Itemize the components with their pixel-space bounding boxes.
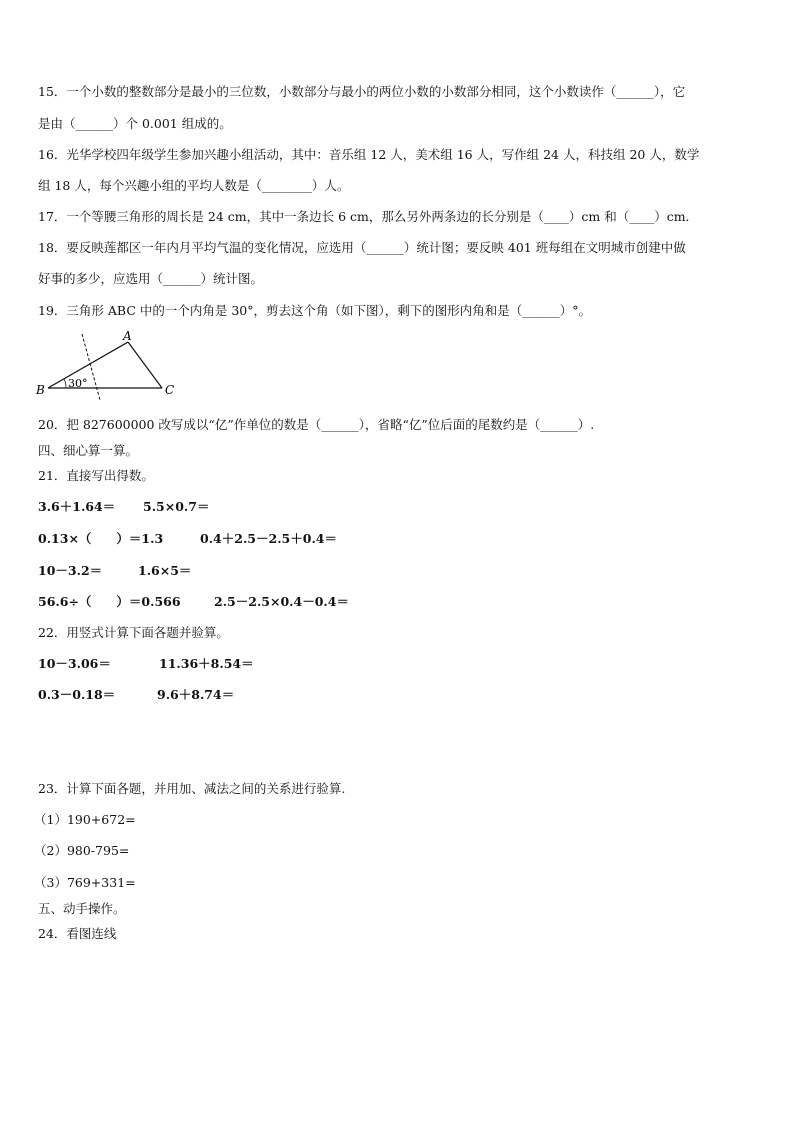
q23-item-2: （2）980-795= <box>34 843 130 858</box>
q24-title: 24．看图连线 <box>38 926 117 941</box>
q21-title: 21．直接写出得数。 <box>38 468 154 483</box>
q22-r2-c2: 9.6＋8.74＝ <box>157 687 235 702</box>
q23-item-3: （3）769+331= <box>34 875 136 890</box>
q16-line2: 组 18 人，每个兴趣小组的平均人数是（________）人。 <box>38 178 350 193</box>
q23-item-1: （1）190+672= <box>34 812 136 827</box>
q22-r2-c1: 0.3－0.18＝ <box>38 687 116 702</box>
q15-line2: 是由（______）个 0.001 组成的。 <box>38 116 232 131</box>
section4-title: 四、细心算一算。 <box>38 443 139 458</box>
q23-title: 23．计算下面各题，并用加、减法之间的关系进行验算. <box>38 781 346 796</box>
q21-r1-c1: 3.6＋1.64＝ <box>38 499 116 514</box>
q20-line1: 20．把 827600000 改写成以“亿”作单位的数是（______），省略“亿”位后面的尾数约是（______）. <box>38 417 595 432</box>
q16-line1: 16．光华学校四年级学生参加兴趣小组活动，其中：音乐组 12 人，美术组 16 人，写作组 24 人，科技组 20 人，数学 <box>38 147 700 162</box>
triangle-figure <box>30 330 190 402</box>
q21-r4-c2: 2.5－2.5×0.4－0.4＝ <box>214 594 349 609</box>
angle-label: 30° <box>68 377 88 390</box>
q18-line1: 18．要反映莲都区一年内月平均气温的变化情况，应选用（______）统计图；要反映 401 班每组在文明城市创建中做 <box>38 240 686 255</box>
q22-title: 22．用竖式计算下面各题并验算。 <box>38 625 229 640</box>
label-a: A <box>123 330 132 343</box>
q22-r1-c2: 11.36＋8.54＝ <box>159 656 254 671</box>
label-b: B <box>36 383 45 397</box>
q19-line1: 19．三角形 ABC 中的一个内角是 30°，剪去这个角（如下图），剩下的图形内角和是（______）°。 <box>38 303 591 318</box>
q21-r2-c1: 0.13×（ ）＝1.3 <box>38 531 164 546</box>
q17-line1: 17．一个等腰三角形的周长是 24 cm，其中一条边长 6 cm，那么另外两条边的长分别是（____）cm 和（____）cm． <box>38 209 699 224</box>
section5-title: 五、动手操作。 <box>38 901 126 916</box>
label-c: C <box>165 383 175 397</box>
q21-r2-c2: 0.4＋2.5－2.5＋0.4＝ <box>200 531 337 546</box>
q21-r1-c2: 5.5×0.7＝ <box>143 499 210 514</box>
q15-line1: 15．一个小数的整数部分是最小的三位数，小数部分与最小的两位小数的小数部分相同，这个小数读作（______），它 <box>38 84 686 99</box>
q18-line2: 好事的多少，应选用（______）统计图。 <box>38 271 264 286</box>
q22-r1-c1: 10－3.06＝ <box>38 656 111 671</box>
q21-r4-c1: 56.6÷（ ）＝0.566 <box>38 594 181 609</box>
q21-r3-c1: 10－3.2＝ <box>38 563 103 578</box>
q21-r3-c2: 1.6×5＝ <box>138 563 192 578</box>
